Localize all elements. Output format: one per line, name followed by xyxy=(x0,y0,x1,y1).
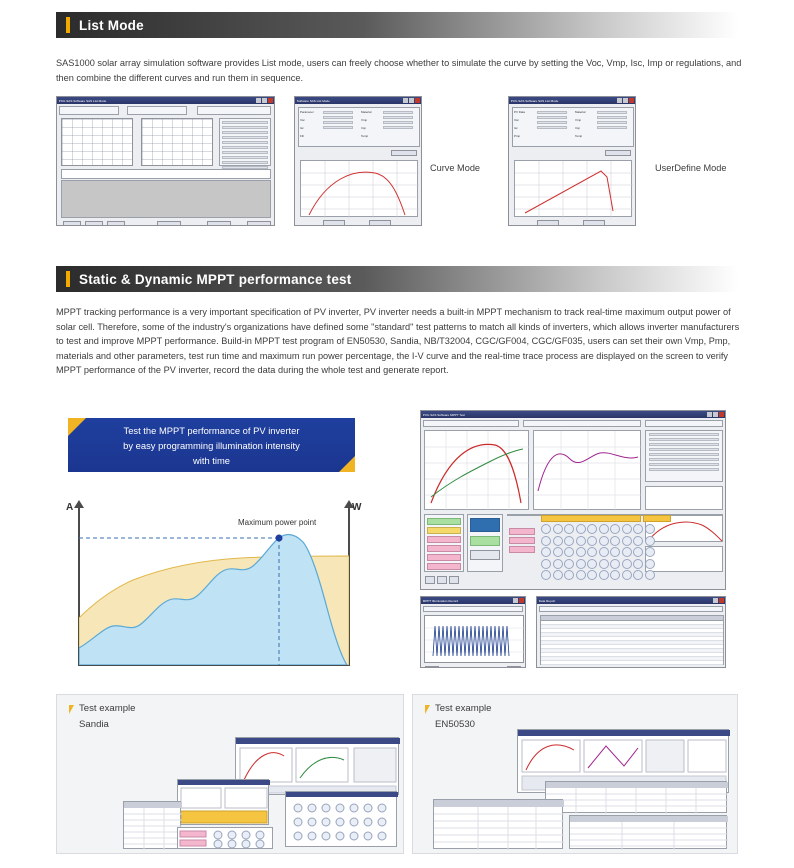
plot-iv-2 xyxy=(141,118,213,166)
test-example-label: Test example xyxy=(79,703,136,714)
sandia-shot-matrix[interactable] xyxy=(285,791,397,847)
report-table xyxy=(540,615,724,665)
section-paragraph-mppt: MPPT tracking performance is a very important specification of PV inverter, PV inverter needs a built-in MPPT mechanism to track real-time maximum output power of solar cell. Therefore, some of the industry's organizations have defined some "standard" test patterns to match all kinds of inverters, which allows inverter manufacturers to test and improve MPPT performance. Build-in MPPT test program of EN50530, Sandia, NB/T32004, CGC/GF004, CGC/GF035, users can set their own Vmp, Pmp, materials and other parameters, test run time and maximum run power percentage, the I-V curve and the real-time trace process are displayed on the screen to verify MPPT performance of the PV inverter, record the data during the whole test and generate report. xyxy=(56,307,740,375)
y-axis-left-arrow-icon xyxy=(74,500,84,508)
plot-iv-curve xyxy=(424,430,529,510)
record-toolbar xyxy=(423,606,523,612)
max-power-point-label: Maximum power point xyxy=(238,518,317,527)
accent-bar-icon xyxy=(66,17,70,33)
button-5[interactable] xyxy=(207,221,231,226)
window-buttons xyxy=(713,598,725,603)
toolbar-c xyxy=(645,420,723,427)
window-buttons xyxy=(617,98,635,103)
sandia-matrix-svg xyxy=(286,792,398,848)
test-example-card-sandia xyxy=(56,694,404,854)
screenshot-title: Data Report xyxy=(538,598,556,603)
screenshot-title: PCU-SAS Software SAS List Mode xyxy=(58,98,107,103)
tool-save-button[interactable] xyxy=(425,576,435,584)
parameter-rows xyxy=(222,121,268,169)
screenshot-titlebar xyxy=(421,597,525,604)
start-button[interactable] xyxy=(470,518,500,532)
sandia-chips-svg xyxy=(178,828,274,850)
curve-plot-svg xyxy=(301,161,419,218)
test-example-label: Test example xyxy=(435,703,492,714)
accent-bar-icon xyxy=(66,271,70,287)
channel-labels xyxy=(509,528,535,553)
screenshot-body xyxy=(57,104,274,225)
test-example-card-en50530 xyxy=(412,694,738,854)
status-field xyxy=(470,550,500,560)
preview-button[interactable] xyxy=(605,150,631,156)
caption-userdefine-mode: UserDefine Mode xyxy=(655,163,727,173)
section-header-mppt xyxy=(56,266,738,292)
screenshot-body: PV Data Voc Isc Pmp Material Vmp Imp Temp xyxy=(509,104,635,225)
toolbar-a xyxy=(423,420,519,427)
settings-rows-right xyxy=(383,111,413,129)
accent-tick-icon xyxy=(425,705,430,714)
window-buttons xyxy=(707,412,725,417)
confirm-button[interactable] xyxy=(537,220,559,226)
screenshot-titlebar xyxy=(537,597,725,604)
button-3[interactable] xyxy=(107,221,125,226)
button-2[interactable] xyxy=(85,221,103,226)
record-button-1[interactable] xyxy=(425,666,439,668)
toolbar-b xyxy=(523,420,641,427)
mppt-power-chart xyxy=(66,498,362,676)
en50530-table-head-svg xyxy=(546,782,728,814)
mode-chips xyxy=(427,518,461,570)
section-title: Static & Dynamic MPPT performance test xyxy=(79,271,352,287)
section-title: List Mode xyxy=(79,17,144,33)
corner-accent-icon xyxy=(339,456,355,472)
section-paragraph-list-mode: SAS1000 solar array simulation software provides List mode, users can freely choose whether to simulate the curve by setting the Voc, Vmp, Isc, Imp or regulations, and then combine the different curves and run them in sequence. xyxy=(56,58,742,83)
screenshot-title: PCU-SAS Software SAS List Mode xyxy=(510,98,559,103)
screenshot-userdefine-mode[interactable] xyxy=(508,96,636,226)
sandia-shot-table-1[interactable] xyxy=(123,801,181,849)
button-6[interactable] xyxy=(247,221,271,226)
curve-plot xyxy=(300,160,418,217)
status-ok-badge xyxy=(470,536,500,546)
report-export-button[interactable] xyxy=(540,667,556,668)
corner-accent-icon xyxy=(68,418,86,436)
toolbar-left xyxy=(59,106,119,115)
active-row-highlight-2 xyxy=(643,515,671,522)
record-plot-svg xyxy=(425,616,525,664)
window-buttons xyxy=(513,598,525,603)
screenshot-illumination-record[interactable] xyxy=(420,596,526,668)
test-example-name: EN50530 xyxy=(435,719,476,730)
button-1[interactable] xyxy=(63,221,81,226)
accent-tick-icon xyxy=(69,705,74,714)
sandia-table-1-svg xyxy=(124,802,182,850)
screenshot-body xyxy=(537,604,725,667)
screenshot-title: MPPT Illumination Record xyxy=(422,598,459,603)
plot-iv-1 xyxy=(61,118,133,166)
plot-trace xyxy=(533,430,641,510)
userdefine-plot-svg xyxy=(515,161,633,218)
banner-line-3: with time xyxy=(193,454,230,466)
en50530-shot-table-right[interactable] xyxy=(569,815,727,849)
mini-plot-3 xyxy=(645,546,723,572)
settings-rows-left xyxy=(323,111,353,129)
sandia-shot-sub[interactable] xyxy=(177,779,269,825)
banner-line-1: Test the MPPT performance of PV inverter xyxy=(123,424,300,436)
screenshot-body: Parameter Voc Isc Fill Material Vmp Imp Temp xyxy=(295,104,421,225)
screenshot-body xyxy=(421,604,525,667)
record-button-2[interactable] xyxy=(507,666,521,668)
window-buttons xyxy=(256,98,274,103)
window-buttons xyxy=(403,98,421,103)
section-header-list-mode xyxy=(56,12,738,38)
y-axis-right-label: W xyxy=(352,502,362,513)
record-plot xyxy=(424,615,524,663)
screenshot-titlebar xyxy=(509,97,635,104)
settings-rows-left xyxy=(537,111,567,129)
cancel-button[interactable] xyxy=(369,220,391,226)
screenshot-titlebar xyxy=(295,97,421,104)
y-axis-left-label: A xyxy=(66,502,74,513)
test-example-name: Sandia xyxy=(79,719,109,730)
en50530-shot-table-head[interactable] xyxy=(545,781,727,813)
report-toolbar xyxy=(539,606,723,612)
tool-print-button[interactable] xyxy=(449,576,459,584)
screenshot-title: Software SAS List Mode xyxy=(296,98,330,103)
mini-plot-1 xyxy=(645,486,723,510)
mppt-readout-rows xyxy=(649,433,719,471)
tool-open-button[interactable] xyxy=(437,576,447,584)
toolbar-right xyxy=(197,106,271,115)
screenshot-title: PCU-SAS Software MPPT Test xyxy=(422,412,465,417)
sandia-shot-chips[interactable] xyxy=(177,827,273,849)
active-row-highlight xyxy=(541,515,641,522)
screenshot-curve-mode[interactable] xyxy=(294,96,422,226)
mppt-chart-svg xyxy=(79,508,349,665)
mppt-banner xyxy=(68,418,355,472)
plot-trace-svg xyxy=(534,431,642,511)
preview-button[interactable] xyxy=(391,150,417,156)
button-4[interactable] xyxy=(157,221,181,226)
screenshot-list-mode[interactable] xyxy=(56,96,275,226)
screenshot-body xyxy=(421,418,725,589)
confirm-button[interactable] xyxy=(323,220,345,226)
plot-iv-curve-svg xyxy=(425,431,530,511)
en50530-shot-table-left[interactable] xyxy=(433,799,563,849)
channel-dot-matrix[interactable] xyxy=(541,524,655,580)
en50530-table-left-svg xyxy=(434,800,564,850)
cancel-button[interactable] xyxy=(583,220,605,226)
settings-rows-right xyxy=(597,111,627,129)
caption-curve-mode: Curve Mode xyxy=(430,163,481,173)
screenshot-titlebar xyxy=(57,97,274,104)
toolbar-mid xyxy=(127,106,187,115)
en50530-table-right-svg xyxy=(570,816,728,850)
screenshot-mppt-test[interactable] xyxy=(420,410,726,590)
screenshot-data-report[interactable] xyxy=(536,596,726,668)
screenshot-titlebar xyxy=(421,411,725,418)
list-table-header xyxy=(61,169,271,179)
sandia-sub-svg xyxy=(178,780,270,826)
banner-line-2: by easy programming illumination intensity xyxy=(123,439,300,451)
table-row xyxy=(541,661,723,665)
userdefine-plot xyxy=(514,160,632,217)
list-table-body xyxy=(61,180,271,218)
